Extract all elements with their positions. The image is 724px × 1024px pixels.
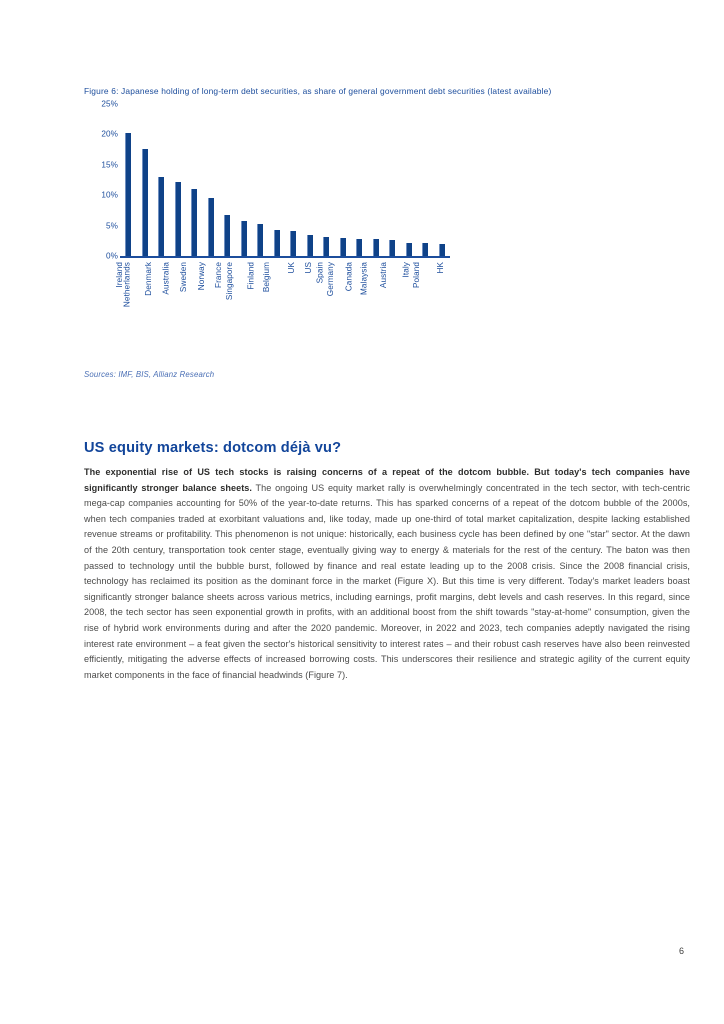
x-axis-tick-label: Denmark [144,262,154,296]
bar-chart [84,99,454,344]
article-body [84,465,690,683]
x-axis-tick-label: France [214,262,224,288]
y-axis-tick: 0% [106,251,118,261]
bar [290,231,296,256]
x-axis-tick-label: UK [287,262,297,274]
bar [158,177,164,256]
x-axis-tick-label: US [303,262,313,274]
bar [224,215,230,256]
bar-slot [269,104,286,256]
bar-slot [137,104,154,256]
y-axis [84,99,118,261]
x-axis-tick-label: Sweden [179,262,189,293]
figure-sources: Sources: IMF, BIS, Allianz Research [84,370,215,379]
bar [323,237,329,256]
bar [175,182,181,256]
plot-area [120,104,450,256]
bar-slot [252,104,269,256]
bar-series [120,104,450,256]
bar-slot [434,104,451,256]
bar-slot [203,104,220,256]
bar [373,239,379,256]
x-axis-tick-label: Spain [315,262,325,284]
bar-slot [335,104,352,256]
bar-slot [236,104,253,256]
y-axis-tick: 5% [106,221,118,231]
bar-slot [186,104,203,256]
bar [307,235,313,256]
x-label-slot [285,259,302,339]
x-axis-tick-label: Malaysia [359,262,369,295]
bar [422,243,428,256]
bar-slot [153,104,170,256]
bar [208,198,214,256]
bar [406,243,412,256]
bar-slot [368,104,385,256]
bar [439,244,445,256]
article-body-text: The ongoing US equity market rally is overwhelmingly concentrated in the tech sector, with tech-centric mega-cap companies accounting for 50% of the year-to-date returns. This has sparked concerns of a repeat of the dotcom bubble of the 2000s, when tech companies traded at exorbitant valuations and, like today, made up one-third of total market capitalization, despite lacking established revenue streams or profitability. This phenomenon is not unique: historically, each business cycle has been defined by one "star" sector. At the dawn of the 20th century, transportation took center stage, eventually giving way to energy & materials for the rest of the century. The baton was then passed to technology until the bubble burst, followed by finance and real estate leading up to the 2008 crisis. Since the 2008 financial crisis, technology has reclaimed its position as the dominant force in the market (Figure X). But this time is very different. Today's market leaders boast significantly stronger balance sheets across various metrics, including earnings, profit margins, debt levels and cash reserves. In this regard, since 2008, the tech sector has seen exponential growth in profits, with an additional boost from the shift towards "stay-at-home" consumption, given the rise of hybrid work environments during and after the 2020 pandemic. Moreover, in 2022 and 2023, tech companies adeptly navigated the rising interest rate environment – a feat given the sector's historical sensitivity to interest rates – and their robust cash reserves have also been reinvested efficiently, mitigating the adverse effects of increased borrowing costs. This underscores their resilience and strategic agility of the current equity market components in the face of financial headwinds (Figure 7). [84,482,690,680]
y-axis-tick: 20% [101,129,118,139]
bar [274,230,280,256]
bar [356,239,362,256]
page-number: 6 [678,946,684,956]
chart-plot-region [84,99,454,264]
x-axis-tick-label: Finland [246,262,256,290]
x-axis-tick-label: Ireland [115,262,125,288]
x-axis-labels [115,259,450,339]
article-section [84,440,690,683]
x-label-slot [379,259,401,339]
bar [340,238,346,256]
x-axis-tick-label: HK [435,262,445,274]
bar-slot [417,104,434,256]
x-axis-tick-label: Australia [161,262,171,295]
bar [191,189,197,256]
x-axis-tick-label: Canada [344,262,354,292]
bar-slot [401,104,418,256]
x-axis-line [120,256,450,258]
bar [389,240,395,256]
bar-slot [170,104,187,256]
x-axis-tick-label: Belgium [261,262,271,293]
x-axis-tick-label: Singapore [224,262,234,301]
bar [125,133,131,256]
x-label-slot [434,259,451,339]
bar-slot [302,104,319,256]
bar [142,149,148,256]
x-axis-tick-label: Poland [412,262,422,288]
bar-slot [351,104,368,256]
x-axis-tick-label: Netherlands [122,262,132,308]
figure-block [84,84,692,344]
article-lead: The exponential rise of US tech stocks is raising concerns of a repeat of the dotcom bubble. But today's tech companies have significantly stronger balance sheets. [84,467,690,493]
x-axis-tick-label: Germany [325,262,335,297]
x-label-slot [261,259,286,339]
y-axis-tick: 15% [101,160,118,170]
x-label-slot [412,259,434,339]
x-axis-tick-label: Italy [401,262,411,278]
bar-slot [318,104,335,256]
bar [257,224,263,256]
bar-slot [120,104,137,256]
y-axis-tick: 25% [101,99,118,109]
section-heading: US equity markets: dotcom déjà vu? [84,440,342,456]
y-axis-tick: 10% [101,190,118,200]
figure-caption: Figure 6: Japanese holding of long-term debt securities, as share of general government debt securities (latest available) [84,86,552,96]
x-axis-tick-label: Norway [196,262,206,291]
x-axis-tick-label: Austria [379,262,389,289]
bar-slot [219,104,236,256]
bar-slot [384,104,401,256]
bar-slot [285,104,302,256]
bar [241,221,247,256]
